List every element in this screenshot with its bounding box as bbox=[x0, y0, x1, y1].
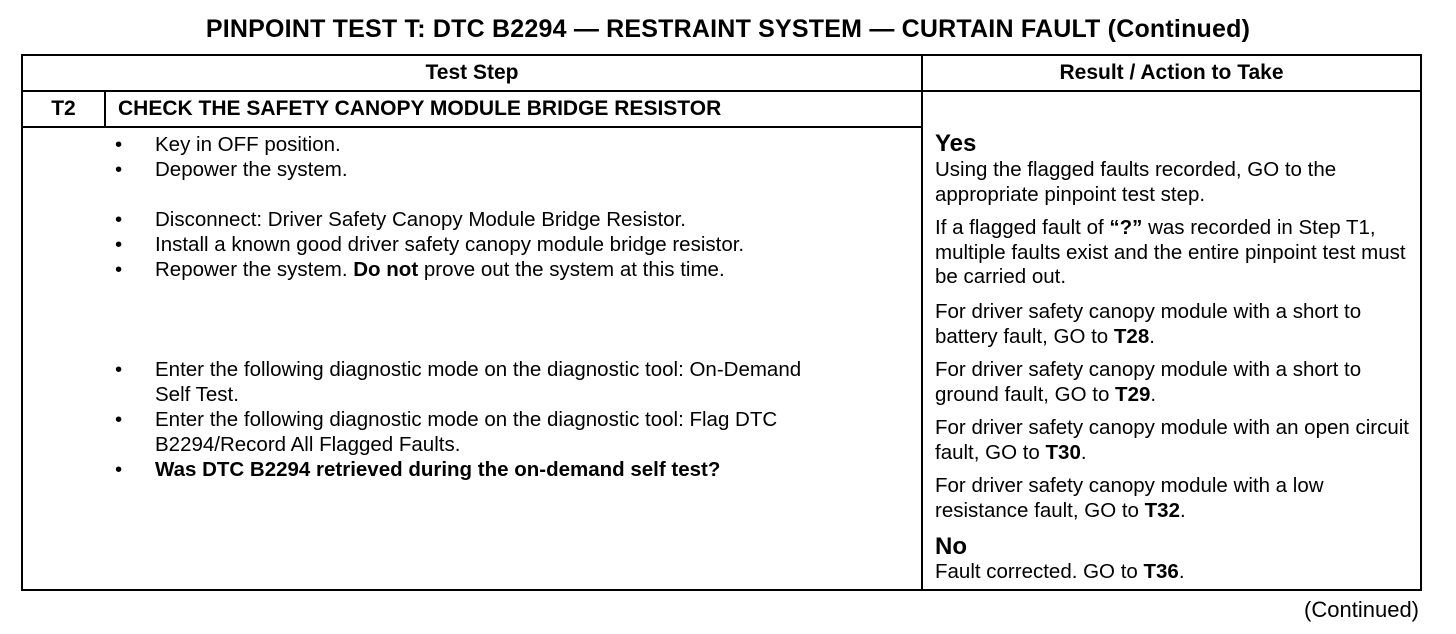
step-id: T2 bbox=[51, 97, 76, 120]
list-item: • Depower the system. bbox=[115, 157, 905, 182]
list-item: • Install a known good driver safety canopy module bridge resistor. bbox=[115, 232, 795, 257]
step-id-divider bbox=[104, 90, 106, 128]
list-item: • Enter the following diagnostic mode on the diagnostic tool: On-Demand Self Test. bbox=[115, 357, 835, 407]
flag-note: If a flagged fault of “?” was recorded in Step T1, multiple faults exist and the entire pinpoint test must be carried out. bbox=[935, 216, 1406, 288]
list-item: • Disconnect: Driver Safety Canopy Module Bridge Resistor. bbox=[115, 207, 905, 232]
step-title-divider bbox=[21, 126, 923, 128]
list-item: • Repower the system. Do not prove out the system at this time. bbox=[115, 257, 905, 282]
column-divider bbox=[921, 54, 923, 591]
yes-text: Using the flagged faults recorded, GO to the appropriate pinpoint test step. bbox=[935, 158, 1337, 206]
result-item: For driver safety canopy module with a short to ground fault, GO to T29. bbox=[935, 358, 1362, 406]
test-step-header: Test Step bbox=[425, 61, 519, 84]
result-item: For driver safety canopy module with a low resistance fault, GO to T32. bbox=[935, 474, 1324, 522]
yes-label: Yes bbox=[935, 130, 977, 157]
result-item: For driver safety canopy module with an open circuit fault, GO to T30. bbox=[935, 416, 1410, 464]
result-item: For driver safety canopy module with a short to battery fault, GO to T28. bbox=[935, 300, 1362, 348]
no-label: No bbox=[935, 533, 967, 560]
page-title: PINPOINT TEST T: DTC B2294 — RESTRAINT SYSTEM — CURTAIN FAULT (Continued) bbox=[205, 15, 1251, 43]
header-divider bbox=[21, 90, 1422, 92]
list-item: • Was DTC B2294 retrieved during the on-demand self test? bbox=[115, 457, 905, 482]
continued-label: (Continued) bbox=[1304, 597, 1419, 622]
step-group-2 bbox=[115, 207, 905, 282]
step-group-1 bbox=[115, 132, 905, 182]
no-text: Fault corrected. GO to T36. bbox=[935, 560, 1185, 583]
step-group-3 bbox=[115, 357, 905, 482]
step-title: CHECK THE SAFETY CANOPY MODULE BRIDGE RESISTOR bbox=[118, 97, 722, 120]
list-item: • Enter the following diagnostic mode on the diagnostic tool: Flag DTC B2294/Record All Flagged Faults. bbox=[115, 407, 885, 457]
result-header: Result / Action to Take bbox=[1059, 61, 1284, 84]
list-item: • Key in OFF position. bbox=[115, 132, 905, 157]
